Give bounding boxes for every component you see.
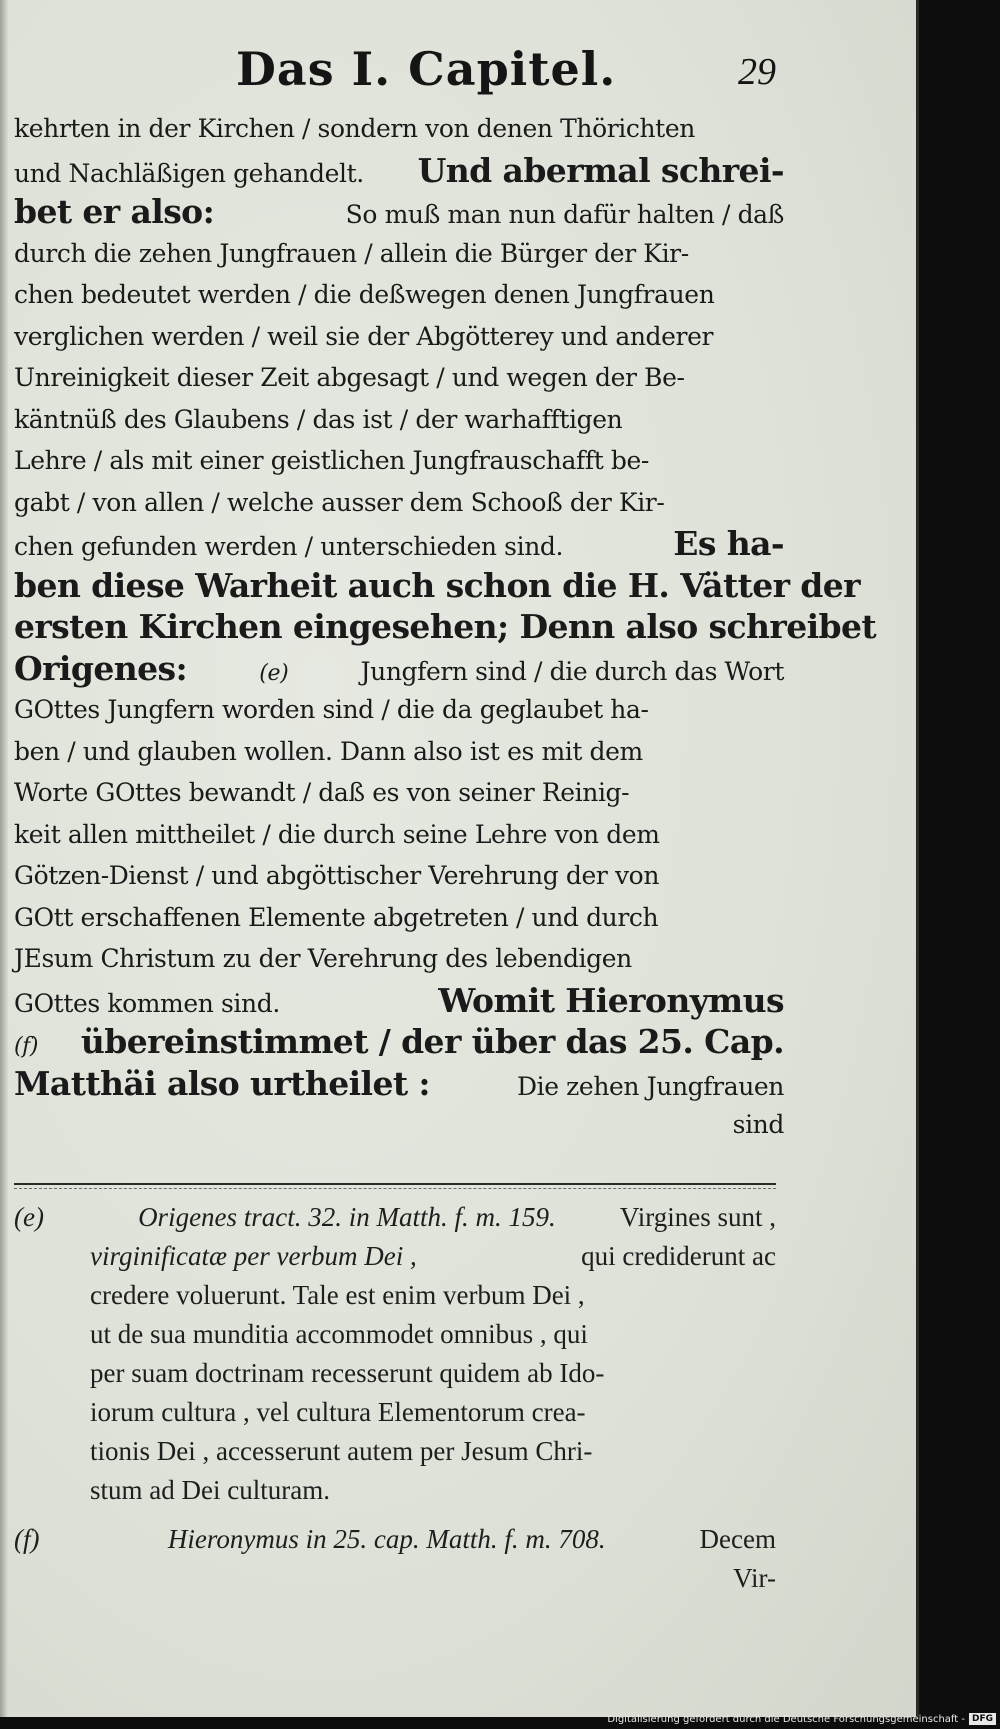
text-segment: käntnüß des Glaubens / das ist / der warhafftigen <box>14 404 623 434</box>
footnote-line <box>14 1471 776 1510</box>
catchword: sind <box>732 1110 784 1139</box>
text-line <box>14 482 784 524</box>
text-segment: und Nachläßigen gehandelt. <box>14 158 364 188</box>
text-segment: bet er also: <box>14 192 215 231</box>
text-segment: kehrten in der Kirchen / sondern von denen Thörichten <box>14 114 695 143</box>
text-segment: ersten Kirchen eingesehen; Denn also schreibet <box>14 607 877 646</box>
text-line <box>14 357 784 399</box>
running-title: Das I. Capitel. <box>236 42 617 96</box>
text-segment: ben diese Warheit auch schon die H. Vätter der <box>14 565 860 605</box>
footnote-line <box>14 1354 776 1393</box>
text-segment: Unreinigkeit dieser Zeit abgesagt / und wegen der Be- <box>14 363 685 392</box>
text-segment: übereinstimmet / der über das 25. Cap. <box>80 1022 784 1061</box>
text-segment: Und abermal schrei- <box>417 150 784 190</box>
text-segment: chen gefunden werden / unterschieden sind. <box>14 532 564 561</box>
footnote-separator-rule <box>14 1183 776 1185</box>
text-line <box>14 897 784 939</box>
footnote-segment: Virgines sunt , <box>619 1202 776 1232</box>
page-header <box>0 42 916 112</box>
footnote-segment: tionis Dei , accesserunt autem per Jesum Chri- <box>90 1436 593 1466</box>
text-line <box>14 274 784 316</box>
text-segment: Die zehen Jungfrauen <box>516 1071 784 1101</box>
footnote-line <box>14 1559 776 1598</box>
text-segment: (f) <box>14 1034 39 1059</box>
footnote-segment: Hieronymus in 25. cap. Matth. f. m. 708. <box>167 1524 606 1554</box>
text-segment: GOttes kommen sind. <box>14 988 280 1018</box>
text-line <box>14 440 784 482</box>
text-segment: durch die zehen Jungfrauen / allein die Bürger der Kir- <box>14 238 689 268</box>
text-segment: chen bedeutet werden / die deßwegen denen Jungfrauen <box>14 280 715 309</box>
text-segment: Lehre / als mit einer geistlichen Jungfrauschafft be- <box>14 446 649 475</box>
footnote-line <box>14 1393 776 1432</box>
text-line <box>14 938 784 980</box>
text-line <box>14 648 784 690</box>
text-line <box>14 855 784 897</box>
text-line <box>14 150 784 192</box>
footnote-segment: credere voluerunt. Tale est enim verbum Dei , <box>90 1280 585 1310</box>
text-line <box>14 606 877 648</box>
text-segment: gabt / von allen / welche ausser dem Schooß der Kir- <box>14 487 665 517</box>
text-segment: JEsum Christum zu der Verehrung des lebendigen <box>14 944 632 973</box>
footnote-marker: (f) <box>14 1524 40 1554</box>
text-segment: GOtt erschaffenen Elemente abgetreten / und durch <box>14 902 659 932</box>
text-line <box>14 399 784 441</box>
text-line <box>14 731 784 773</box>
text-line <box>14 689 784 731</box>
text-line <box>14 565 860 607</box>
text-line <box>14 316 784 358</box>
page-number: 29 <box>738 51 776 93</box>
catchword-line <box>14 1104 784 1146</box>
footnote-segment: virginificatæ per verbum Dei , <box>90 1241 417 1271</box>
text-line <box>14 108 784 150</box>
text-line <box>14 233 784 275</box>
text-segment: Matthäi also urtheilet : <box>14 1063 430 1103</box>
text-line <box>14 1021 784 1063</box>
text-segment: keit allen mittheilet / die durch seine Lehre von dem <box>14 819 660 849</box>
text-line <box>14 980 784 1022</box>
footnote-line <box>14 1237 776 1276</box>
footnote-segment: ut de sua munditia accommodet omnibus , qui <box>90 1319 588 1349</box>
footnote-line <box>14 1432 776 1471</box>
text-segment: verglichen werden / weil sie der Abgötterey und anderer <box>14 321 714 351</box>
text-line <box>14 772 784 814</box>
text-line <box>14 814 784 856</box>
text-segment: (e) <box>259 660 289 686</box>
footnote-marker: (e) <box>14 1202 44 1232</box>
text-segment: GOttes Jungfern worden sind / die da geglaubet ha- <box>14 695 649 724</box>
footnote-segment: iorum cultura , vel cultura Elementorum crea- <box>90 1397 586 1427</box>
dfg-logo: DFG <box>969 1713 996 1725</box>
footnote-separator-rule-dashed <box>14 1188 776 1189</box>
page-gutter-shadow <box>0 0 8 1717</box>
credit-text: Digitalisierung gefördert durch die Deutsche Forschungsgemeinschaft - <box>607 1713 965 1725</box>
main-text-block <box>14 108 877 1146</box>
text-segment: Womit Hieronymus <box>438 980 784 1020</box>
text-segment: Götzen-Dienst / und abgöttischer Verehrung der von <box>14 861 660 890</box>
text-segment: Jungfern sind / die durch das Wort <box>360 656 784 686</box>
text-line <box>14 523 784 565</box>
digitization-credit <box>607 1713 996 1725</box>
footnote-line <box>14 1276 776 1315</box>
text-segment: Es ha- <box>673 524 784 563</box>
text-segment: So muß man nun dafür halten / daß <box>345 200 784 229</box>
footnotes-block <box>14 1198 776 1598</box>
text-segment: Worte GOttes bewandt / daß es von seiner Reinig- <box>14 778 630 807</box>
text-segment: ben / und glauben wollen. Dann also ist es mit dem <box>14 736 643 766</box>
footnote-segment: qui crediderunt ac <box>581 1241 776 1271</box>
footnote-segment: Origenes tract. 32. in Matth. f. m. 159. <box>138 1202 556 1232</box>
footnote-segment: stum ad Dei culturam. <box>90 1475 330 1505</box>
footnote-segment: Decem <box>699 1524 776 1554</box>
footnote-line <box>14 1520 776 1559</box>
text-line <box>14 1063 784 1105</box>
text-segment: Origenes: <box>14 648 188 688</box>
text-line <box>14 191 784 233</box>
footnote-segment: per suam doctrinam recesserunt quidem ab Ido- <box>90 1358 605 1388</box>
footnote-line <box>14 1315 776 1354</box>
footnote-segment: Vir- <box>733 1563 776 1593</box>
footnote-line <box>14 1198 776 1237</box>
